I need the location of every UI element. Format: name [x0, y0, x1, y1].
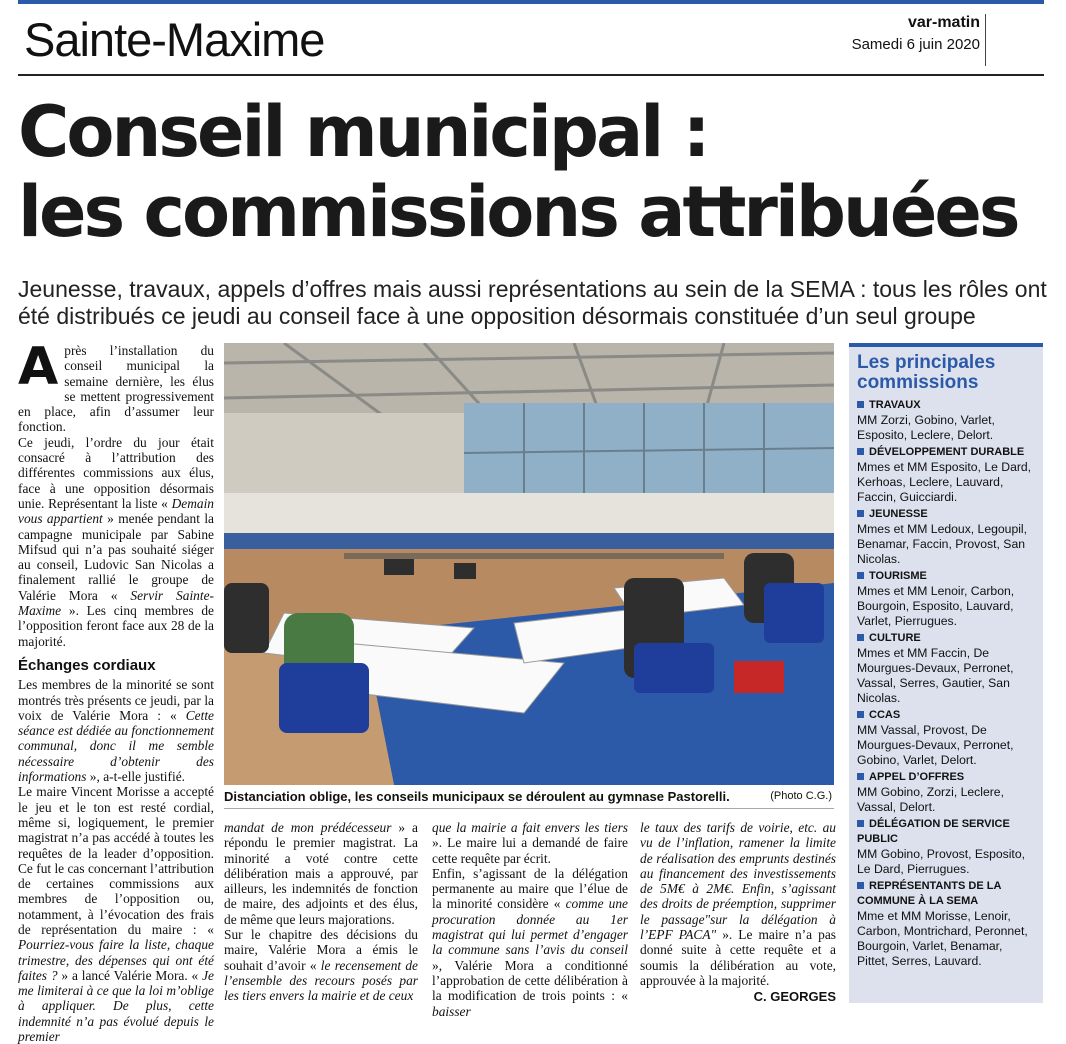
bullet-square-icon	[857, 773, 864, 780]
article-column-2	[224, 820, 418, 1004]
sidebar-item	[857, 507, 1035, 567]
bullet-square-icon	[857, 634, 864, 641]
quote-run: Je me limiterai à ce que la loi m’oblige à appliquer. De plus, cette indemnité n’a pas évolué depuis le premier	[18, 967, 214, 1044]
commission-category	[857, 770, 1035, 785]
caption-text: Distanciation oblige, les conseils municipaux se déroulent au gymnase Pastorelli.	[224, 789, 730, 804]
commission-members: Mme et MM Morisse, Lenoir, Carbon, Montrichard, Peronnet, Bourgoin, Varlet, Benamar, Pittet, Serres, Lauvard.	[857, 909, 1028, 968]
quote-run: mandat de mon prédécesseur	[224, 820, 392, 835]
paragraph-col3-2	[432, 866, 628, 1019]
bullet-square-icon	[857, 882, 864, 889]
paragraph-col2-1	[224, 820, 418, 927]
sidebar-item	[857, 879, 1035, 969]
text-run: Sur le chapitre des décisions du maire, Valérie Mora a émis le souhait d’avoir «	[224, 927, 418, 973]
quote-run: Cette séance est dédiée au fonctionnement communal, donc il me semble nécessaire d’obtenir des informations	[18, 707, 214, 785]
text-run: ». Les cinq membres de l’opposition feront face aux 28 de la majorité.	[18, 603, 214, 649]
quote-run: Pourriez-vous faire la liste, chaque trimestre, des dépenses qui ont été faites ?	[18, 937, 214, 983]
commission-members: Mmes et MM Esposito, Le Dard, Kerhoas, Leclere, Lauvard, Faccin, Guicciardi.	[857, 460, 1032, 504]
commission-name: TOURISME	[869, 570, 927, 582]
quote-run: baisser	[432, 1003, 471, 1019]
paragraph-col2-2	[224, 927, 418, 1003]
commission-members: Mmes et MM Ledoux, Legoupil, Benamar, Faccin, Provost, San Nicolas.	[857, 522, 1028, 566]
quote-run: que la mairie a fait envers les tiers	[432, 820, 628, 835]
text-run: Les membres de la minorité se sont montrés très présents ce jeudi, par la voix de Valérie Mora : «	[18, 677, 214, 723]
commissions-sidebar	[849, 343, 1043, 1003]
headline	[18, 92, 1058, 252]
commission-name: TRAVAUX	[869, 399, 921, 411]
text-run: » menée pendant la campagne municipale par Sabine Mifsud qui n’a pas souhaité siéger au conseil, Ludovic San Nicolas a finalement rallié le groupe de Valérie Mora «	[18, 511, 214, 603]
quote-run: Demain vous appartient	[18, 495, 214, 527]
article-column-4	[640, 820, 836, 988]
bullet-square-icon	[857, 711, 864, 718]
commission-category	[857, 708, 1035, 723]
photo-credit: (Photo C.G.)	[770, 790, 832, 802]
text-run: » a répondu le premier magistrat. La minorité a voté contre cette délibération mais a approuvé, par ailleurs, les indemnités de fonction de maire, des adjoints et des élus, de même que leurs majorations.	[224, 820, 418, 927]
quote-run: le taux des tarifs de voirie, etc. au vu de l’inflation, ramener la limite de réalisation des emprunts destinés au financement des investissements de 5M€ à 2M€. Enfin, s’agissant des droits de préemption, supprimer le passage"sur la délégation à l’EPF PACA"	[640, 820, 836, 943]
newspaper-name: var-matin	[907, 14, 980, 31]
sidebar-title: Les principales commissions	[857, 352, 996, 393]
drop-cap: A	[18, 337, 59, 397]
paragraph-intro	[18, 337, 214, 435]
bullet-square-icon	[857, 510, 864, 517]
subheading: Échanges cordiaux	[18, 656, 156, 674]
commission-members: MM Gobino, Provost, Esposito, Le Dard, Pierrugues.	[857, 847, 1025, 876]
top-accent-bar	[18, 0, 1044, 4]
header-rule	[18, 74, 1044, 76]
text-run: ». Le maire lui a demandé de faire cette requête par écrit.	[432, 835, 628, 866]
commission-members: MM Zorzi, Gobino, Varlet, Esposito, Leclere, Delort.	[857, 413, 995, 442]
sidebar-item	[857, 445, 1035, 505]
section-title: Sainte-Maxime	[24, 13, 325, 66]
standfirst: Jeunesse, travaux, appels d’offres mais aussi représentations au sein de la SEMA : tous les rôles ont été distribués ce jeudi au conseil face à une opposition désormais constituée d’un seul groupe	[18, 276, 1047, 329]
paragraph-4	[18, 784, 214, 1044]
publication-date: Samedi 6 juin 2020	[851, 36, 980, 53]
caption-rule	[224, 808, 834, 809]
masthead	[852, 14, 980, 53]
commission-name: DÉLÉGATION DE SERVICE PUBLIC	[857, 818, 1010, 845]
text-run: Enfin, s’agissant de la délégation permanente au maire que l’élue de la minorité considère «	[432, 865, 628, 912]
intro-text: près l’installation du conseil municipal la semaine dernière, les élus se mettent progressivement en place, afin d’assumer leur fonction.	[18, 343, 214, 435]
commission-category	[857, 569, 1035, 584]
commission-category	[857, 445, 1035, 460]
paragraph-col3-1	[432, 820, 628, 866]
paragraph-2	[18, 435, 214, 649]
quote-run: Servir Sainte-Maxime	[18, 587, 214, 619]
commission-name: JEUNESSE	[869, 508, 928, 520]
commission-category	[857, 817, 1035, 847]
commission-name: CCAS	[869, 709, 901, 721]
commission-members: MM Gobino, Zorzi, Leclere, Vassal, Delort.	[857, 785, 1004, 814]
article-column-3	[432, 820, 628, 1019]
headline-line-2: les commissions attribuées	[18, 171, 1018, 253]
paragraph-col4-1	[640, 820, 836, 988]
commission-category	[857, 879, 1035, 909]
masthead-divider	[985, 14, 986, 66]
gymnasium-photo	[224, 343, 834, 785]
bullet-square-icon	[857, 401, 864, 408]
paragraph-3	[18, 677, 214, 784]
photo-illustration	[224, 343, 834, 785]
commission-name: APPEL D’OFFRES	[869, 771, 965, 783]
commission-category	[857, 398, 1035, 413]
sidebar-item	[857, 569, 1035, 629]
photo-caption	[224, 789, 834, 804]
quote-run: comme une procuration donnée au 1er magistrat qui lui permet d’engager la commune sans l’avis du conseil	[432, 896, 628, 958]
commission-category	[857, 631, 1035, 646]
commission-name: DÉVELOPPEMENT DURABLE	[869, 446, 1025, 458]
sidebar-item	[857, 631, 1035, 706]
bullet-square-icon	[857, 572, 864, 579]
commission-members: Mmes et MM Lenoir, Carbon, Bourgoin, Esposito, Lauvard, Varlet, Pierrugues.	[857, 584, 1015, 628]
author-signature: C. GEORGES	[753, 989, 836, 1004]
text-run: » a lancé Valérie Mora. «	[57, 967, 203, 983]
quote-run: le recensement de l’ensemble des recours posés par les tiers envers la mairie et de ceux	[224, 957, 418, 1004]
text-run: ». Le maire n’a pas donné suite à cette requête et a soumis la délibération au vote, approuvée à la majorité.	[640, 927, 836, 988]
sidebar-item	[857, 398, 1035, 443]
bullet-square-icon	[857, 820, 864, 827]
text-run: », Valérie Mora a conditionné l’approbation de cette délibération à la modification de trois points : «	[432, 957, 628, 1004]
sidebar-item	[857, 770, 1035, 815]
commission-members: MM Vassal, Provost, De Mourgues-Devaux, Perronet, Gobino, Varlet, Delort.	[857, 723, 1014, 767]
article-column-1	[18, 337, 214, 1044]
commission-name: REPRÉSENTANTS DE LA COMMUNE À LA SEMA	[857, 880, 1002, 907]
commission-category	[857, 507, 1035, 522]
sidebar-item	[857, 708, 1035, 768]
headline-line-1: Conseil municipal :	[18, 91, 708, 173]
bullet-square-icon	[857, 448, 864, 455]
text-run: Ce jeudi, l’ordre du jour était consacré à l’attribution des différentes commissions aux élus, face à une opposition désormais unie. Représentant la liste «	[18, 434, 214, 511]
text-run: », a-t-elle justifié.	[86, 769, 185, 785]
commission-members: Mmes et MM Faccin, De Mourgues-Devaux, Perronet, Vassal, Serres, Gautier, San Nicolas.	[857, 646, 1014, 705]
text-run: Le maire Vincent Morisse a accepté le jeu et le ton est resté cordial, même si, logiquement, le premier magistrat n’a pas accédé à toutes les requêtes de la leader d’opposition. Ce fut le cas concernant l’attribution de certaines commissions aux membres de l’opposition ou, notamment, à l’évocation des frais de représentation du maire : «	[18, 784, 214, 937]
commission-name: CULTURE	[869, 632, 921, 644]
sidebar-item	[857, 817, 1035, 877]
